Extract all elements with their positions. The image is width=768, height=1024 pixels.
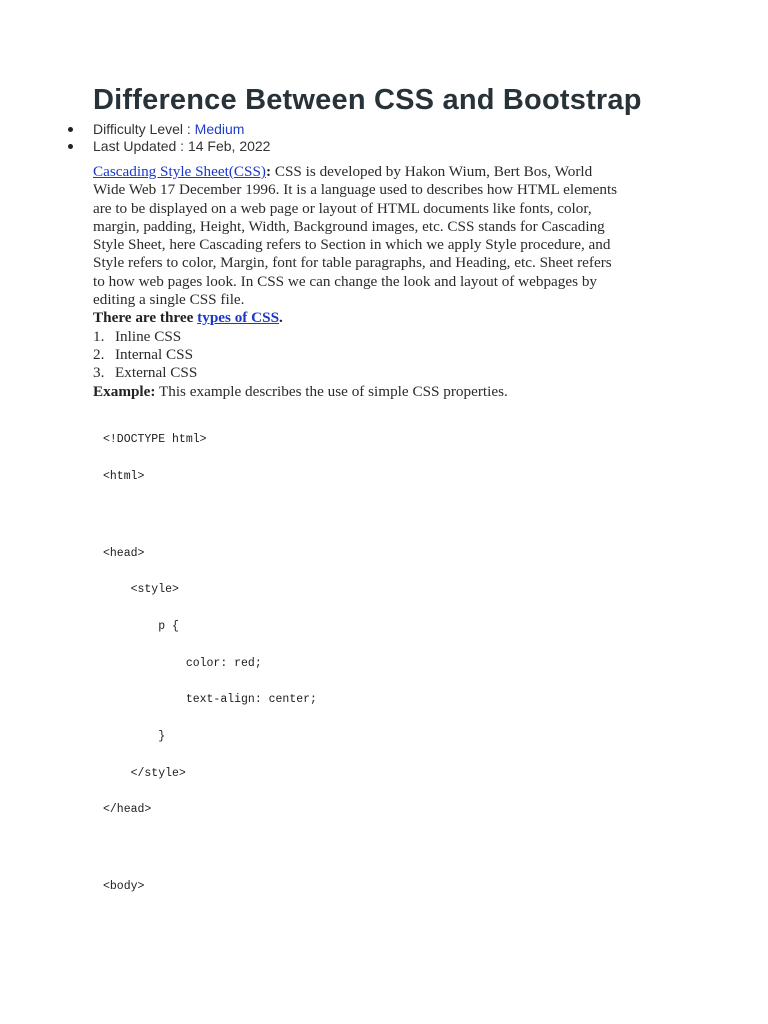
code-line: </style>: [103, 767, 186, 780]
intro-first-line: [93, 163, 693, 181]
code-line: <!DOCTYPE html>: [103, 433, 207, 446]
example-line: [93, 383, 693, 401]
css-link[interactable]: Cascading Style Sheet(CSS): [93, 163, 266, 180]
code-line: </head>: [103, 803, 152, 816]
list-label: Internal CSS: [115, 345, 194, 363]
code-line: <style>: [103, 583, 179, 596]
article-body: [93, 163, 693, 401]
last-updated-value: 14 Feb, 2022: [187, 138, 271, 154]
list-label: Inline CSS: [115, 327, 182, 345]
types-of-css-link[interactable]: types of CSS: [197, 309, 280, 327]
intro-line: editing a single CSS file.: [93, 291, 245, 309]
intro-line: margin, padding, Height, Width, Background images, etc. CSS stands for Cascading: [93, 217, 605, 235]
difficulty-value[interactable]: Medium: [194, 121, 245, 137]
code-line: color: red;: [103, 657, 262, 670]
list-number: 2.: [93, 345, 105, 363]
list-label: External CSS: [115, 364, 198, 382]
code-line: <html>: [103, 470, 145, 483]
intro-line: CSS is developed by Hakon Wium, Bert Bos, World: [271, 163, 593, 180]
bullet-icon: [68, 127, 73, 132]
list-item: [93, 328, 693, 346]
last-updated-label: Last Updated :: [93, 138, 188, 154]
list-number: 1.: [93, 327, 105, 345]
article-title: Difference Between CSS and Bootstrap: [93, 84, 642, 116]
intro-line: to how web pages look. In CSS we can change the look and layout of webpages by: [93, 272, 598, 290]
article-meta: [66, 121, 270, 155]
list-item: [93, 364, 693, 382]
code-line: <head>: [103, 547, 145, 560]
intro-colon: :: [265, 163, 272, 180]
intro-line: Style refers to color, Margin, font for table paragraphs, and Heading, etc. Sheet refers: [93, 254, 612, 272]
types-heading: [93, 309, 693, 327]
list-item: [93, 346, 693, 364]
difficulty-label: Difficulty Level :: [93, 121, 195, 137]
list-number: 3.: [93, 364, 105, 382]
code-line: }: [103, 730, 166, 743]
example-text: This example describes the use of simple CSS properties.: [155, 382, 508, 400]
code-line: p {: [103, 620, 179, 633]
last-updated-item: [66, 138, 270, 155]
intro-line: are to be displayed on a web page or layout of HTML documents like fonts, color,: [93, 199, 592, 217]
types-period: .: [279, 309, 283, 327]
difficulty-item: [66, 121, 270, 138]
code-line: <body>: [103, 880, 145, 893]
example-label: Example:: [93, 382, 156, 400]
intro-line: Style Sheet, here Cascading refers to Section in which we apply Style procedure, and: [93, 236, 611, 254]
code-line: text-align: center;: [103, 693, 317, 706]
intro-line: Wide Web 17 December 1996. It is a language used to describes how HTML elements: [93, 181, 618, 199]
types-lead: There are three: [93, 309, 198, 327]
bullet-icon: [68, 144, 73, 149]
